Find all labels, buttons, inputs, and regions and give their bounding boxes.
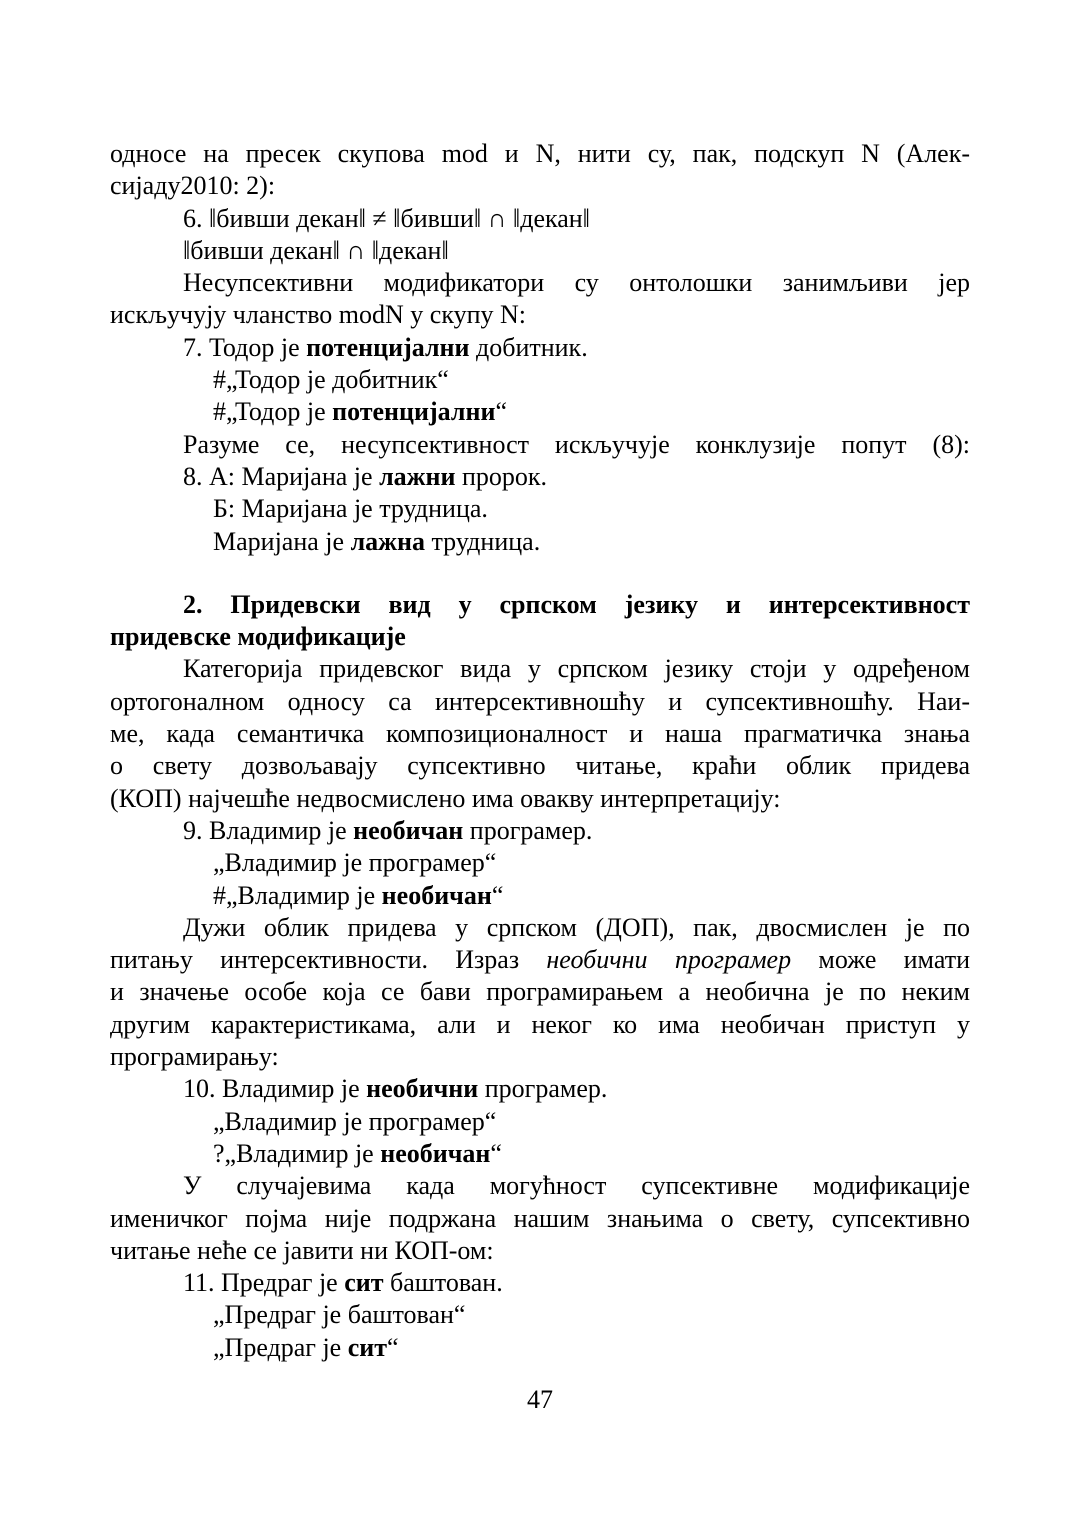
text-line: 10. Владимир је необични програмер. xyxy=(183,1074,608,1104)
bold-text: сит xyxy=(344,1268,384,1298)
text-line xyxy=(110,621,970,653)
paragraph-duzi xyxy=(110,912,970,1073)
example-11 xyxy=(110,1267,970,1364)
text-line: 7. Тодор је потенцијални добитник. xyxy=(183,332,588,362)
text-line: Несупсективни модификатори су онтолошки занимљиви јер xyxy=(183,268,970,298)
example-8 xyxy=(110,461,970,558)
paragraph-slucajevi xyxy=(110,1170,970,1267)
text-line xyxy=(110,589,970,621)
text-line: 9. Владимир је необичан програмер. xyxy=(183,815,593,845)
text-line: 6. ‖бивши декан‖ ≠ ‖бивши‖ ∩ ‖декан‖ xyxy=(183,203,590,233)
text-line: (КОП) најчешће недвосмислено има овакву интерпретацију: xyxy=(110,783,781,813)
text-line: У случајевима када могућност супсективне модификације xyxy=(183,1171,970,1201)
text-line: Б: Маријана је трудница. xyxy=(213,494,488,524)
text-line: Категорија придевског вида у српском језику стоји у одређеном xyxy=(183,654,970,684)
bold-text: потенцијални xyxy=(332,397,496,427)
example-7 xyxy=(110,332,970,429)
text-line: Маријана је лажна трудница. xyxy=(213,526,541,556)
text-line: питању интерсективности. Израз необични програмер може имати xyxy=(110,945,970,975)
text-line: именичког појма није подржана нашим знањима о свету, супсективно xyxy=(110,1203,970,1233)
bold-text: необичан xyxy=(380,1138,491,1168)
example-6 xyxy=(110,203,970,268)
bold-text: лажна xyxy=(350,526,425,556)
text-line: 8. А: Маријана је лажни пророк. xyxy=(183,461,548,491)
text-line: „Владимир је програмер“ xyxy=(213,1106,497,1136)
text-line: ‖бивши декан‖ ∩ ‖декан‖ xyxy=(183,235,449,265)
page-number: 47 xyxy=(527,1385,553,1414)
bold-text: придевске модификације xyxy=(110,622,406,652)
text-line: „Предраг је сит“ xyxy=(213,1332,399,1362)
bold-text: сит xyxy=(347,1332,388,1362)
text-line: и значење особе која се бави програмирањем а необична је по неким xyxy=(110,977,970,1007)
text-line: другим карактеристикама, али и неког ко има необичан приступ у xyxy=(110,1009,970,1039)
text-line: „Владимир је програмер“ xyxy=(213,848,497,878)
bold-text: необичан xyxy=(381,880,492,910)
text-column xyxy=(110,138,970,1364)
text-line: #„Владимир је необичан“ xyxy=(213,880,504,910)
text-line: Дужи облик придева у српском (ДОП), пак, двосмислен је по xyxy=(183,912,970,942)
text-line: Разуме се, несупсективност искључује конклузије попут (8): xyxy=(183,429,970,459)
section-heading xyxy=(110,589,970,654)
text-line: односе на пресек скупова mod и N, нити су, пак, подскуп N (Алек- xyxy=(110,139,970,168)
bold-text: лажни xyxy=(379,461,456,491)
bold-text: необичан xyxy=(353,815,464,845)
paragraph-continuation xyxy=(110,138,970,203)
text-line: о свету дозвољавају супсективно читање, краћи облик придева xyxy=(110,751,970,781)
text-line: #„Тодор је потенцијални“ xyxy=(213,397,507,427)
text-line: „Предраг је баштован“ xyxy=(213,1300,466,1330)
text-line: програмирању: xyxy=(110,1042,279,1072)
bold-text: 2. Придевски вид у српском језику и интерсективност xyxy=(183,589,970,619)
text-line: ме, када семантичка композиционалност и наша прагматичка знања xyxy=(110,719,970,749)
text-line: читање неће се јавити ни КОП-ом: xyxy=(110,1235,494,1265)
text-line: искључују чланство modN у скупу N: xyxy=(110,300,527,330)
example-9 xyxy=(110,815,970,912)
paragraph-kategorija xyxy=(110,653,970,814)
paragraph-nonsubsective xyxy=(110,267,970,332)
text-line: ?„Владимир је необичан“ xyxy=(213,1138,502,1168)
italic-text: необични програмер xyxy=(546,945,792,975)
text-line: сијаду2010: 2): xyxy=(110,171,276,201)
text-line: #„Тодор је добитник“ xyxy=(213,365,449,395)
paragraph-razume xyxy=(110,429,970,461)
bold-text: потенцијални xyxy=(306,332,470,362)
text-line: 11. Предраг је сит баштован. xyxy=(183,1268,503,1298)
example-10 xyxy=(110,1073,970,1170)
text-line: ортогоналном односу са интерсективношћу и супсективношћу. Наи- xyxy=(110,686,970,716)
bold-text: необични xyxy=(366,1074,479,1104)
